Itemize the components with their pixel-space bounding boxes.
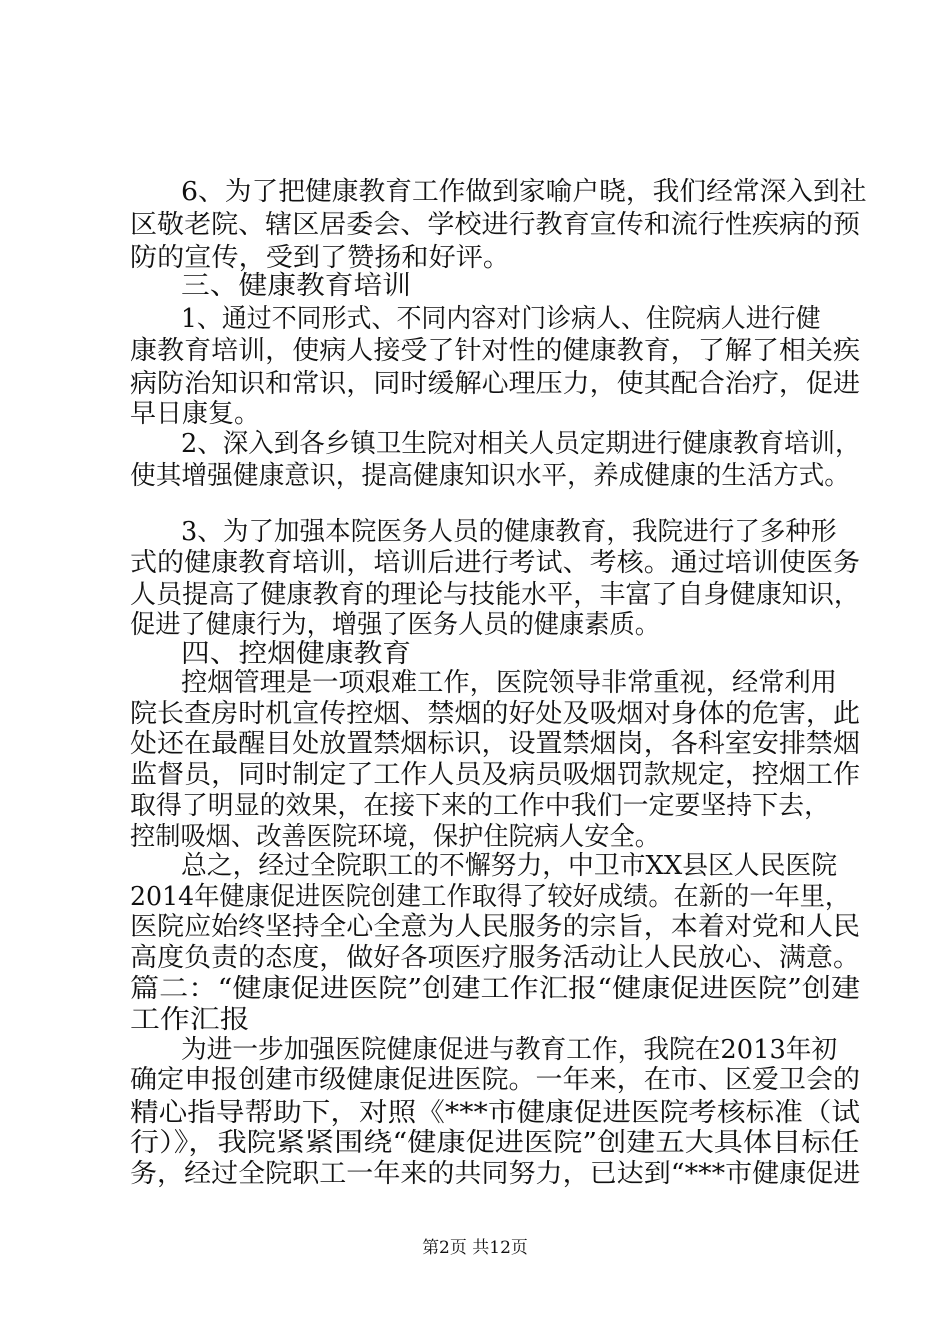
text-line: 区敬老院、辖区居委会、学校进行教育宣传和流行性疾病的预 xyxy=(130,210,861,240)
text-line: 总之，经过全院职工的不懈努力，中卫市XX县区人民医院 xyxy=(181,851,838,881)
text-line: 6、为了把健康教育工作做到家喻户晓，我们经常深入到社 xyxy=(181,177,867,207)
text-line: 确定申报创建市级健康促进医院。一年来，在市、区爱卫会的 xyxy=(130,1065,861,1095)
text-line: 行）》，我院紧紧围绕“健康促进医院”创建五大具体目标任 xyxy=(130,1128,860,1158)
text-line: 早日康复。 xyxy=(130,399,261,429)
page-footer: 第2页 共12页 xyxy=(422,1238,528,1258)
text-line: 3、为了加强本院医务人员的健康教育，我院进行了多种形 xyxy=(181,517,837,547)
text-line: 1、通过不同形式、不同内容对门诊病人、住院病人进行健 xyxy=(181,304,821,334)
text-line: 病防治知识和常识，同时缓解心理压力，使其配合治疗，促进 xyxy=(130,369,861,399)
text-line: 康教育培训，使病人接受了针对性的健康教育，了解了相关疾 xyxy=(130,336,861,366)
text-line: 工作汇报 xyxy=(130,1005,250,1035)
text-line: 监督员，同时制定了工作人员及病员吸烟罚款规定，控烟工作 xyxy=(130,760,861,790)
text-line: 取得了明显的效果，在接下来的工作中我们一定要坚持下去， xyxy=(130,791,831,821)
text-line: 防的宣传，受到了赞扬和好评。 xyxy=(130,243,511,273)
text-line: 为进一步加强医院健康促进与教育工作，我院在2013年初 xyxy=(181,1035,838,1065)
text-line: 使其增强健康意识，提高健康知识水平，养成健康的生活方式。 xyxy=(130,461,851,491)
text-line: 四、控烟健康教育 xyxy=(181,639,412,669)
text-line: 式的健康教育培训，培训后进行考试、考核。通过培训使医务 xyxy=(130,548,861,578)
text-line: 医院应始终坚持全心全意为人民服务的宗旨，本着对党和人民 xyxy=(130,912,861,942)
text-line: 2、深入到各乡镇卫生院对相关人员定期进行健康教育培训， xyxy=(181,429,861,459)
text-line: 院长查房时机宣传控烟、禁烟的好处及吸烟对身体的危害，此 xyxy=(130,699,861,729)
text-line: 控烟管理是一项艰难工作，医院领导非常重视，经常利用 xyxy=(181,668,838,698)
text-line: 2014年健康促进医院创建工作取得了较好成绩。在新的一年里， xyxy=(130,882,851,912)
text-line: 高度负责的态度，做好各项医疗服务活动让人民放心、满意。 xyxy=(130,943,861,973)
text-line: 促进了健康行为，增强了医务人员的健康素质。 xyxy=(130,610,661,640)
text-line: 人员提高了健康教育的理论与技能水平，丰富了自身健康知识， xyxy=(130,580,861,610)
text-line: 处还在最醒目处放置禁烟标识，设置禁烟岗，各科室安排禁烟 xyxy=(130,729,861,759)
text-line: 精心指导帮助下，对照《***市健康促进医院考核标准（试 xyxy=(130,1098,861,1128)
text-line: 篇二：“健康促进医院”创建工作汇报“健康促进医院”创建 xyxy=(130,974,861,1004)
text-line: 控制吸烟、改善医院环境，保护住院病人安全。 xyxy=(130,822,661,852)
text-line: 务，经过全院职工一年来的共同努力，已达到“***市健康促进 xyxy=(130,1159,861,1189)
text-line: 三、健康教育培训 xyxy=(181,271,412,301)
